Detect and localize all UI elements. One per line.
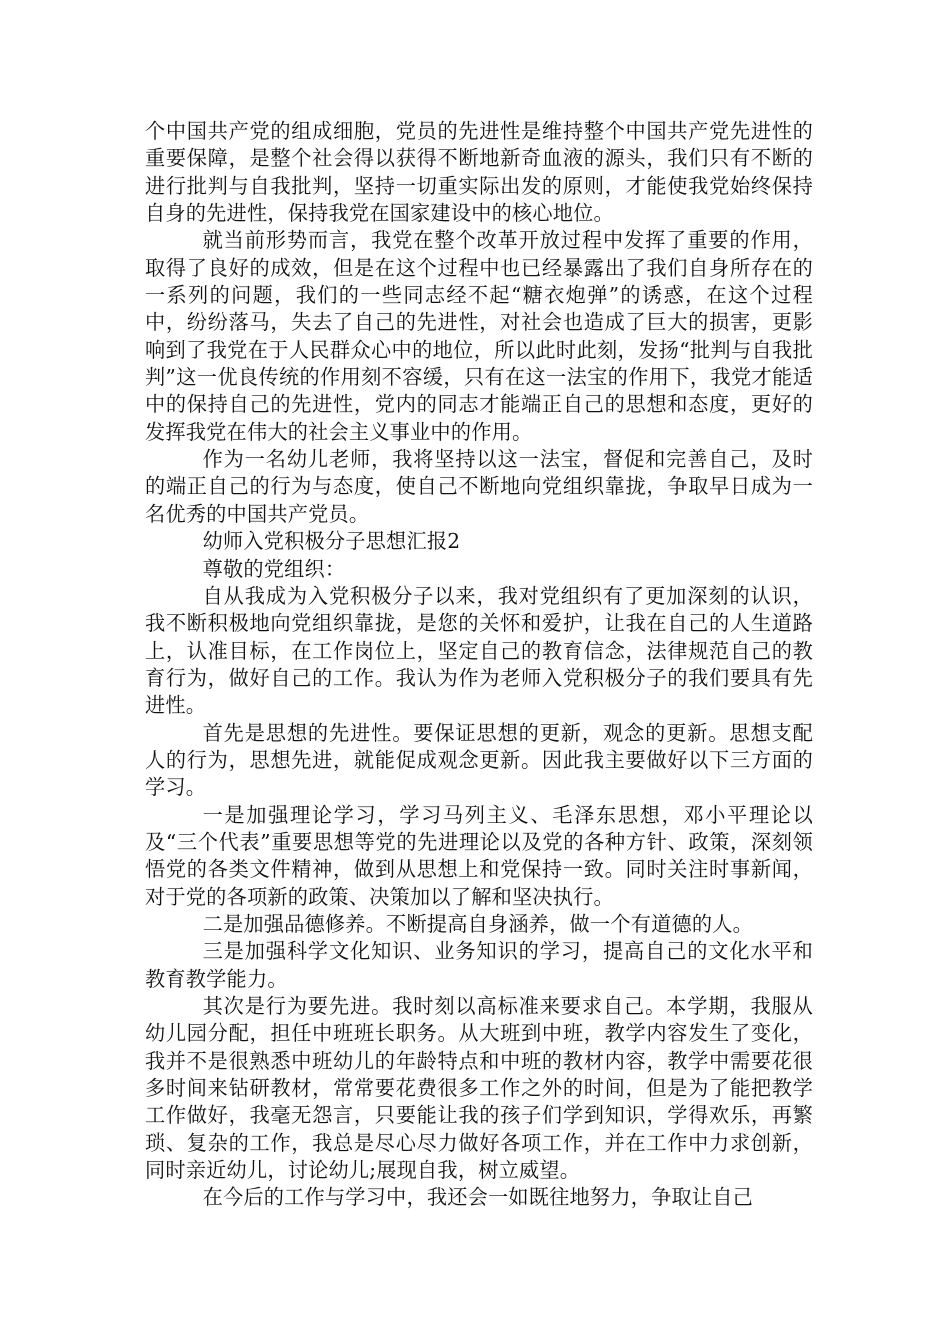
document-page: [145, 118, 813, 1212]
paragraph: 一是加强理论学习，学习马列主义、毛泽东思想，邓小平理论以及“三个代表”重要思想等党的先进理论以及党的各种方针、政策，深刻领悟党的各类文件精神，做到从思想上和党保持一致。同时关注时事新闻，对于党的各项新的政策、决策加以了解和坚决执行。: [145, 802, 813, 909]
paragraph: 其次是行为要先进。我时刻以高标准来要求自己。本学期，我服从幼儿园分配，担任中班班长职务。从大班到中班，教学内容发生了变化，我并不是很熟悉中班幼儿的年龄特点和中班的教材内容，教学中需要花很多时间来钻研教材，常常要花费很多工作之外的时间，但是为了能把教学工作做好，我毫无怨言，只要能让我的孩子们学到知识，学得欢乐，再繁琐、复杂的工作，我总是尽心尽力做好各项工作，并在工作中力求创新，同时亲近幼儿，讨论幼儿;展现自我，树立威望。: [145, 994, 813, 1183]
paragraph: 三是加强科学文化知识、业务知识的学习，提高自己的文化水平和教育教学能力。: [145, 939, 813, 991]
section-heading: 幼师入党积极分子思想汇报2: [202, 529, 461, 554]
salutation: 尊敬的党组织：: [202, 556, 346, 581]
paragraph: 个中国共产党的组成细胞，党员的先进性是维持整个中国共产党先进性的重要保障，是整个社会得以获得不断地新奇血液的源头，我们只有不断的进行批判与自我批判，坚持一切重实际出发的原则，才能使我党始终保持自身的先进性，保持我党在国家建设中的核心地位。: [145, 119, 813, 226]
paragraph: 自从我成为入党积极分子以来，我对党组织有了更加深刻的认识，我不断积极地向党组织靠拢，是您的关怀和爱护，让我在自己的人生道路上，认准目标，在工作岗位上，坚定自己的教育信念，法律规范自己的教育行为，做好自己的工作。我认为作为老师入党积极分子的我们要具有先进性。: [145, 583, 813, 718]
paragraph: 作为一名幼儿老师，我将坚持以这一法宝，督促和完善自己，及时的端正自己的行为与态度，使自己不断地向党组织靠拢，争取早日成为一名优秀的中国共产党员。: [145, 447, 813, 526]
paragraph: 首先是思想的先进性。要保证思想的更新，观念的更新。思想支配人的行为，思想先进，就能促成观念更新。因此我主要做好以下三方面的学习。: [145, 720, 813, 800]
paragraph: 就当前形势而言，我党在整个改革开放过程中发挥了重要的作用，取得了良好的成效，但是在这个过程中也已经暴露出了我们自身所存在的一系列的问题，我们的一些同志经不起“糖衣炮弹”的诱惑，在这个过程中，纷纷落马，失去了自己的先进性，对社会也造成了巨大的损害，更影响到了我党在于人民群众心中的地位，所以此时此刻，发扬“批判与自我批判”这一优良传统的作用刻不容缓，只有在这一法宝的作用下，我党才能适中的保持自己的先进性，党内的同志才能端正自己的思想和态度，更好的发挥我党在伟大的社会主义事业中的作用。: [145, 228, 813, 444]
paragraph: 二是加强品德修养。不断提高自身涵养，做一个有道德的人。: [202, 911, 754, 936]
paragraph: 在今后的工作与学习中，我还会一如既往地努力，争取让自己: [202, 1185, 754, 1210]
